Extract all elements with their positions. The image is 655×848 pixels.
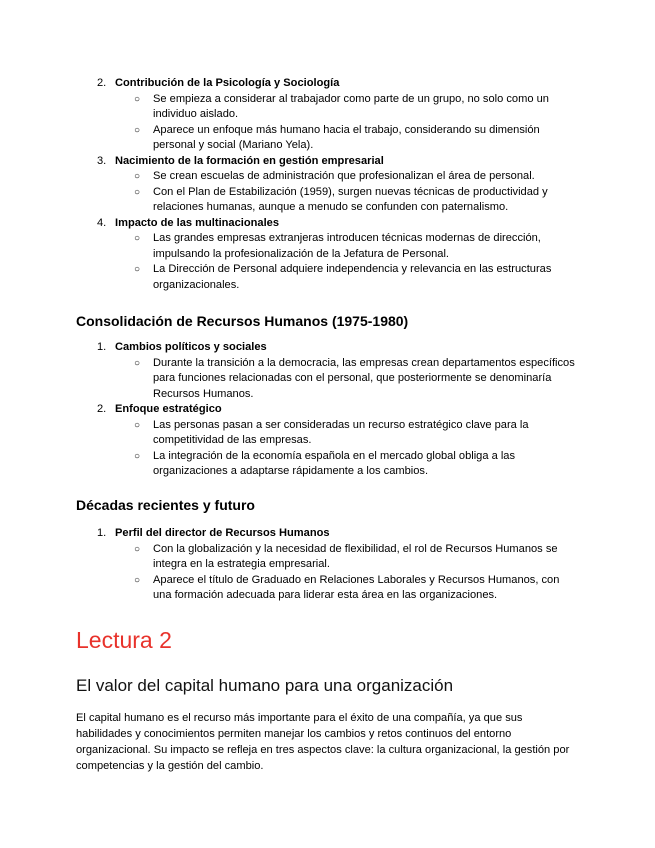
- list-number: 2.: [97, 403, 107, 415]
- sub-list: [115, 356, 576, 403]
- numbered-list-consolidacion: [76, 340, 576, 480]
- hollow-circle-bullet-icon: ○: [134, 574, 141, 586]
- sub-list-text: Durante la transición a la democracia, las empresas crean departamentos específicos para funciones relacionadas con el personal, que posteriormente se denominaría Recursos Humanos.: [153, 356, 575, 400]
- section-heading: El valor del capital humano para una organización: [76, 676, 454, 695]
- list-item-title: Cambios políticos y sociales: [115, 341, 267, 353]
- sub-list-item: [115, 356, 576, 403]
- sub-list-item: [115, 169, 576, 185]
- sub-list-item: [115, 123, 576, 154]
- list-number: 4.: [97, 216, 107, 229]
- list-item: [76, 216, 576, 294]
- sub-list-text: Se crean escuelas de administración que profesionalizan el área de personal.: [153, 170, 535, 182]
- list-item-title: Contribución de la Psicología y Sociología: [115, 77, 340, 89]
- sub-list-text: Con la globalización y la necesidad de flexibilidad, el rol de Recursos Humanos se integra en la estrategia empresarial.: [153, 542, 558, 570]
- sub-list-text: Las personas pasan a ser consideradas un recurso estratégico clave para la competitividad de las empresas.: [153, 418, 529, 446]
- hollow-circle-bullet-icon: ○: [134, 186, 141, 198]
- sub-list-item: [115, 185, 576, 216]
- list-item: [76, 154, 576, 216]
- hollow-circle-bullet-icon: ○: [134, 171, 141, 182]
- sub-list: [115, 231, 576, 293]
- sub-list-text: Aparece un enfoque más humano hacia el trabajo, considerando su dimensión personal y social (Mariano Yela).: [153, 123, 540, 151]
- list-item-title: Perfil del director de Recursos Humanos: [115, 527, 330, 539]
- list-item: [76, 76, 576, 154]
- list-item-title: Impacto de las multinacionales: [115, 216, 279, 229]
- sub-list-item: [115, 262, 576, 293]
- list-number: 3.: [97, 154, 107, 167]
- sub-list-item: [115, 231, 576, 262]
- sub-list-text: Aparece el título de Graduado en Relaciones Laborales y Recursos Humanos, con una formación adecuada para liderar esta área en las organizaciones.: [153, 573, 560, 601]
- sub-list-text: La Dirección de Personal adquiere independencia y relevancia en las estructuras organizacionales.: [153, 263, 552, 291]
- sub-list-item: [115, 542, 576, 573]
- sub-list: [115, 542, 576, 604]
- list-item: [76, 402, 576, 480]
- sub-list-item: [115, 573, 576, 604]
- hollow-circle-bullet-icon: ○: [134, 233, 141, 244]
- list-number: 1.: [97, 341, 107, 353]
- hollow-circle-bullet-icon: ○: [134, 264, 141, 275]
- hollow-circle-bullet-icon: ○: [134, 419, 141, 431]
- sub-list: [115, 418, 576, 480]
- hollow-circle-bullet-icon: ○: [134, 357, 141, 369]
- hollow-circle-bullet-icon: ○: [134, 450, 141, 462]
- list-item: [76, 340, 576, 402]
- sub-list-item: [115, 92, 576, 123]
- numbered-list-top: [76, 76, 576, 293]
- list-item-title: Enfoque estratégico: [115, 403, 222, 415]
- decadas-heading: Décadas recientes y futuro: [76, 497, 255, 513]
- hollow-circle-bullet-icon: ○: [134, 543, 141, 555]
- lectura-title: Lectura 2: [76, 627, 172, 653]
- sub-list-text: La integración de la economía española en el mercado global obliga a las organizaciones a adaptarse rápidamente a los cambios.: [153, 449, 516, 477]
- body-paragraph: El capital humano es el recurso más importante para el éxito de una compañía, ya que sus habilidades y conocimientos permiten manejar los cambios y retos continuos del entorno organizacional. Su impacto se refleja en tres aspectos clave: la cultura organizacional, la gestión por competencias y la gestión del cambio.: [76, 712, 570, 772]
- numbered-list-decadas: [76, 526, 576, 604]
- sub-list: [115, 169, 576, 216]
- sub-list-text: Se empieza a considerar al trabajador como parte de un grupo, no solo como un individuo aislado.: [153, 92, 549, 120]
- sub-list: [115, 92, 576, 154]
- hollow-circle-bullet-icon: ○: [134, 93, 141, 105]
- list-item: [76, 526, 576, 604]
- sub-list-item: [115, 449, 576, 480]
- sub-list-text: Las grandes empresas extranjeras introducen técnicas modernas de dirección, impulsando la profesionalización de la Jefatura de Personal.: [153, 232, 541, 260]
- consolidacion-heading: Consolidación de Recursos Humanos (1975-1980): [76, 313, 409, 329]
- sub-list-text: Con el Plan de Estabilización (1959), surgen nuevas técnicas de productividad y relaciones humanas, aunque a menudo se confunden con paternalismo.: [153, 185, 548, 213]
- hollow-circle-bullet-icon: ○: [134, 124, 141, 136]
- list-item-title: Nacimiento de la formación en gestión empresarial: [115, 154, 384, 167]
- sub-list-item: [115, 418, 576, 449]
- list-number: 2.: [97, 77, 107, 89]
- list-number: 1.: [97, 527, 107, 539]
